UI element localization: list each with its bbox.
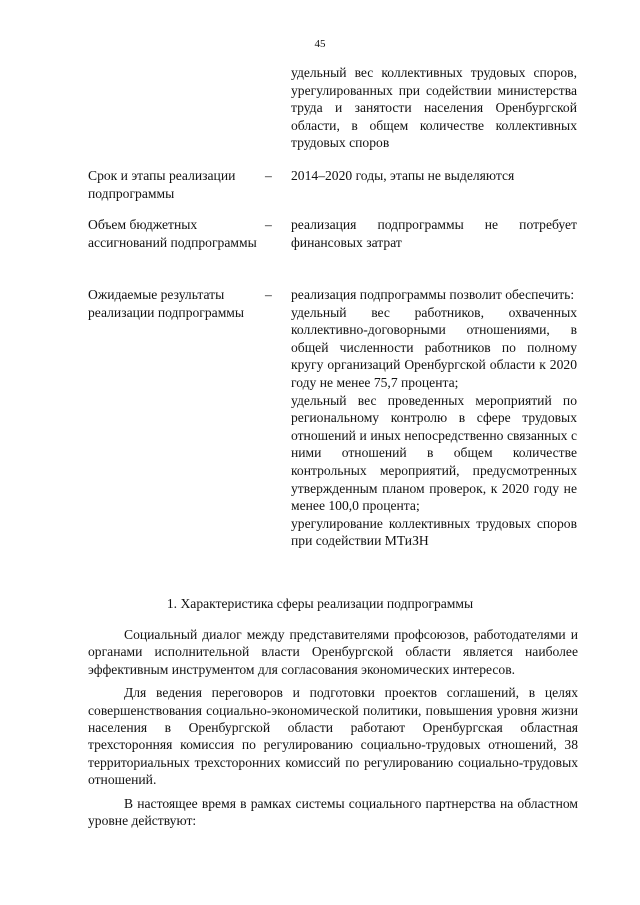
passport-value-line: 2014–2020 годы, этапы не выделяются xyxy=(291,168,515,183)
passport-value-line: удельный вес проведенных мероприятий по региональному контролю в сфере трудовых отношений и иных непосредственно связанных с ними отношений в общем количестве контрольных мероприятий, предусмотренных утвержденным планом проверок, к 2020 году не менее 100,0 процента; xyxy=(291,392,577,514)
body-paragraph: В настоящее время в рамках системы социального партнерства на областном уровне действуют: xyxy=(88,795,578,829)
section-body xyxy=(88,626,578,835)
passport-label-results: Ожидаемые результаты реализации подпрограммы xyxy=(88,287,245,320)
passport-value-results xyxy=(291,286,577,550)
section-heading: 1. Характеристика сферы реализации подпрограммы xyxy=(166,596,474,611)
passport-value-line: реализация подпрограммы позволит обеспечить: xyxy=(291,287,575,302)
passport-dash: – xyxy=(265,217,272,232)
passport-value-line: урегулирование коллективных трудовых споров при содействии МТиЗН xyxy=(291,515,577,549)
passport-dash: – xyxy=(265,287,272,302)
passport-dash: – xyxy=(265,168,272,183)
body-paragraph: Социальный диалог между представителями профсоюзов, работодателями и органами исполнительной власти Оренбургской области является наиболее эффективным инструментом для согласования экономических интересов. xyxy=(88,627,578,677)
passport-label-term: Срок и этапы реализации подпрограммы xyxy=(88,168,236,201)
passport-value-line: реализация подпрограммы не потребует финансовых затрат xyxy=(291,217,577,250)
passport-value-line: удельный вес работников, охваченных коллективно-договорными отношениями, в общей численности работников по полному кругу организаций Оренбургской области к 2020 году не менее 75,7 процента; xyxy=(291,304,577,390)
passport-label-budget: Объем бюджетных ассигнований подпрограммы xyxy=(88,217,257,250)
passport-value-term xyxy=(291,167,577,185)
body-paragraph: Для ведения переговоров и подготовки проектов соглашений, в целях совершенствования социально-экономической политики, повышения уровня жизни населения в Оренбургской области работают Оренбургская областная трехсторонняя комиссия по регулированию социально-трудовых отношений, 38 территориальных трехсторонних комиссий по регулированию социально-трудовых отношений. xyxy=(88,685,578,788)
page-number: 45 xyxy=(314,38,326,50)
passport-value-budget xyxy=(291,216,577,251)
passport-continued-value: удельный вес коллективных трудовых споров, урегулированных при содействии министерства труда и занятости населения Оренбургской области, в общем количестве коллективных трудовых споров xyxy=(291,65,577,151)
